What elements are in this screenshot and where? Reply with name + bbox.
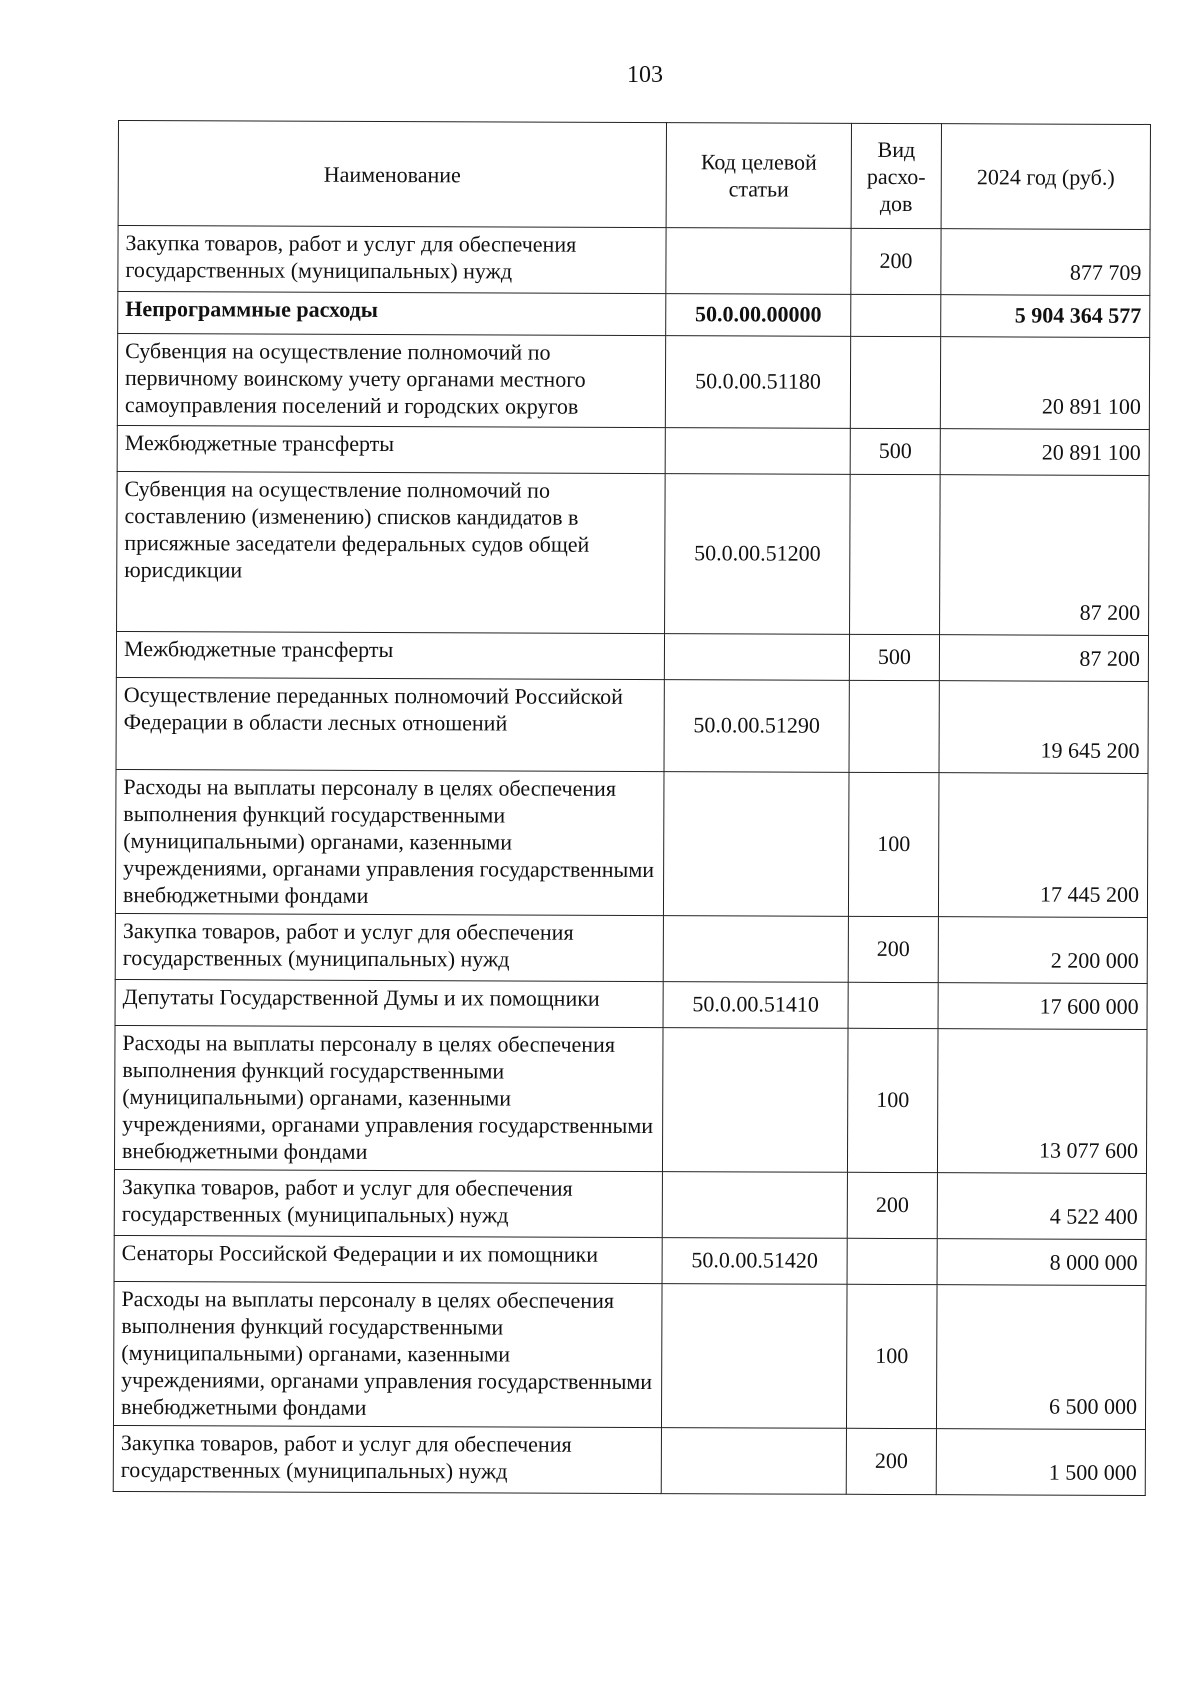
row-code-cell: [663, 772, 849, 917]
row-amount-cell: 877 709: [941, 229, 1150, 296]
row-name-cell: Осуществление переданных полномочий Российской Федерации в области лесных отношений: [116, 677, 664, 771]
row-code-cell: [662, 1028, 848, 1173]
row-kind-cell: 100: [846, 1284, 937, 1428]
row-kind-cell: [850, 474, 941, 634]
row-amount-cell: 87 200: [940, 475, 1150, 636]
row-code-cell: 50.0.00.51410: [663, 982, 848, 1029]
row-kind-cell: 200: [847, 1172, 937, 1238]
table-row: [115, 769, 1148, 917]
row-kind-cell: 200: [848, 916, 938, 982]
table-header-row: [118, 121, 1150, 230]
table-row: [116, 677, 1148, 773]
table-row: [114, 1235, 1146, 1285]
row-name-cell: Субвенция на осуществление полномочий по первичному воинскому учету органами местного самоуправления поселений и городских округов: [117, 334, 665, 428]
row-amount-cell: 20 891 100: [940, 429, 1149, 476]
budget-table-wrapper: [113, 120, 1150, 1496]
header-kind: Вид расхо-дов: [851, 123, 941, 228]
row-amount-cell: 6 500 000: [936, 1285, 1146, 1430]
table-row: [117, 334, 1149, 430]
budget-table: [113, 120, 1151, 1496]
row-code-cell: 50.0.00.00000: [666, 294, 851, 337]
table-row: [113, 1425, 1145, 1495]
header-code: Код целевой статьи: [666, 123, 851, 229]
row-amount-cell: 17 445 200: [938, 773, 1148, 918]
row-name-cell: Сенаторы Российской Федерации и их помощники: [114, 1235, 662, 1283]
row-kind-cell: [847, 1238, 937, 1284]
header-amount: 2024 год (руб.): [941, 124, 1150, 230]
row-name-cell: Субвенция на осуществление полномочий по составлению (изменению) списков кандидатов в присяжные заседатели федеральных судов общей юрисдикции: [117, 471, 666, 633]
row-kind-cell: 500: [850, 428, 940, 474]
row-code-cell: [666, 228, 851, 295]
row-name-cell: Межбюджетные трансферты: [117, 425, 665, 473]
row-name-cell: Расходы на выплаты персоналу в целях обеспечения выполнения функций государственными (муниципальными) органами, казенными учреждениями, органами управления государственными внебюджетными фондами: [113, 1281, 662, 1427]
row-name-cell: Непрограммные расходы: [118, 292, 666, 336]
header-name: Наименование: [118, 121, 666, 228]
row-kind-cell: 200: [846, 1428, 936, 1494]
row-amount-cell: 4 522 400: [937, 1173, 1146, 1240]
table-row: [115, 979, 1147, 1029]
row-name-cell: Депутаты Государственной Думы и их помощники: [115, 979, 663, 1027]
table-body: [113, 226, 1150, 1496]
row-code-cell: [665, 428, 850, 475]
row-code-cell: 50.0.00.51420: [662, 1238, 847, 1285]
row-kind-cell: 200: [851, 228, 941, 294]
table-row: [118, 292, 1150, 338]
row-amount-cell: 8 000 000: [937, 1239, 1146, 1286]
table-row: [116, 631, 1148, 681]
table-row: [114, 1169, 1146, 1239]
row-name-cell: Закупка товаров, работ и услуг для обеспечения государственных (муниципальных) нужд: [115, 913, 663, 981]
row-code-cell: [664, 634, 849, 681]
row-amount-cell: 20 891 100: [940, 337, 1149, 430]
row-kind-cell: 100: [847, 1028, 938, 1172]
row-code-cell: [661, 1428, 846, 1495]
row-amount-cell: 13 077 600: [937, 1029, 1147, 1174]
row-amount-cell: 2 200 000: [938, 917, 1147, 984]
row-kind-cell: 100: [848, 772, 939, 916]
row-code-cell: [661, 1284, 847, 1429]
page-number: 103: [627, 62, 663, 88]
row-code-cell: [662, 1172, 847, 1239]
row-name-cell: Межбюджетные трансферты: [116, 631, 664, 679]
table-row: [117, 471, 1150, 635]
table-row: [118, 226, 1150, 296]
row-code-cell: 50.0.00.51290: [664, 680, 849, 773]
row-kind-cell: [849, 680, 939, 772]
table-row: [117, 425, 1149, 475]
table-row: [114, 1025, 1147, 1173]
row-name-cell: Расходы на выплаты персоналу в целях обеспечения выполнения функций государственными (муниципальными) органами, казенными учреждениями, органами управления государственными внебюджетными фондами: [115, 769, 664, 915]
row-name-cell: Расходы на выплаты персоналу в целях обеспечения выполнения функций государственными (муниципальными) органами, казенными учреждениями, органами управления государственными внебюджетными фондами: [114, 1025, 663, 1171]
row-kind-cell: 500: [849, 634, 939, 680]
row-code-cell: 50.0.00.51200: [665, 474, 851, 635]
row-kind-cell: [850, 336, 940, 428]
row-name-cell: Закупка товаров, работ и услуг для обеспечения государственных (муниципальных) нужд: [114, 1169, 662, 1237]
table-row: [113, 1281, 1146, 1429]
row-name-cell: Закупка товаров, работ и услуг для обеспечения государственных (муниципальных) нужд: [118, 226, 666, 294]
row-amount-cell: 87 200: [939, 635, 1148, 682]
row-amount-cell: 5 904 364 577: [941, 295, 1150, 338]
row-code-cell: 50.0.00.51180: [665, 336, 850, 429]
row-amount-cell: 19 645 200: [939, 681, 1148, 774]
table-row: [115, 913, 1147, 983]
row-amount-cell: 17 600 000: [938, 983, 1147, 1030]
row-kind-cell: [848, 982, 938, 1028]
row-code-cell: [663, 916, 848, 983]
row-kind-cell: [851, 294, 941, 336]
row-name-cell: Закупка товаров, работ и услуг для обеспечения государственных (муниципальных) нужд: [113, 1425, 661, 1493]
row-amount-cell: 1 500 000: [936, 1429, 1145, 1496]
